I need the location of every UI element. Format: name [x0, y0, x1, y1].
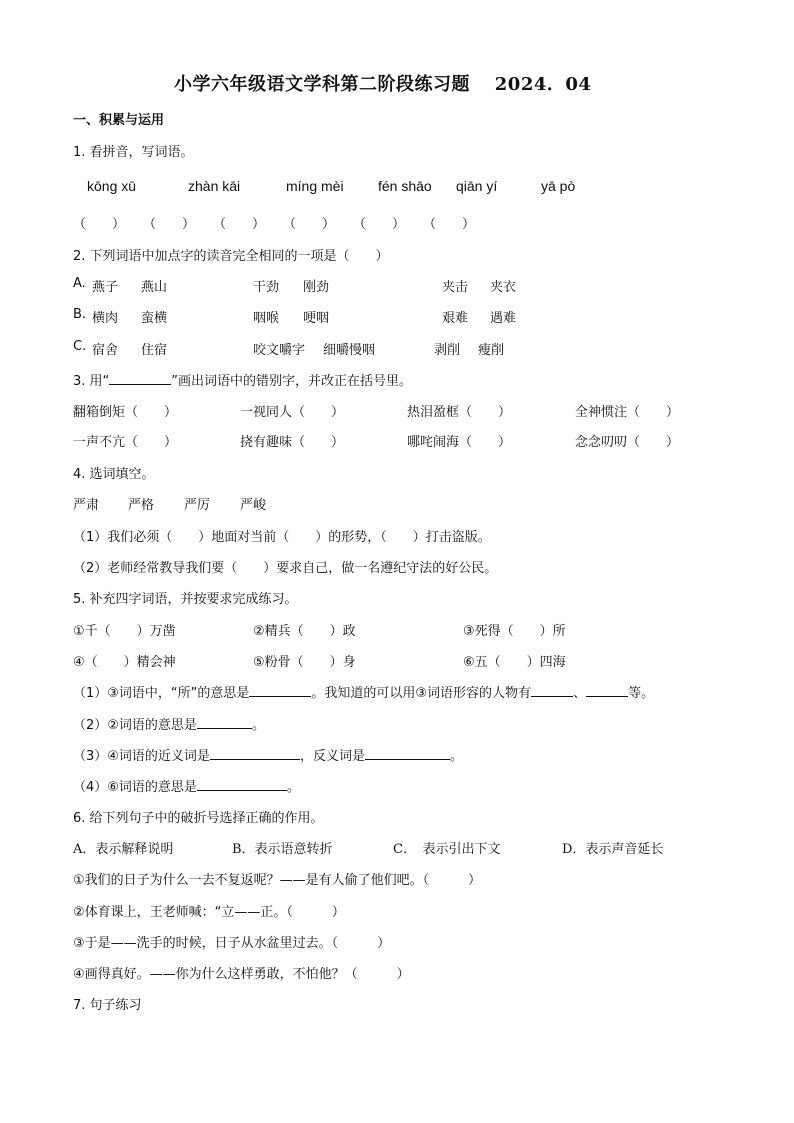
item: 全神惯注（ ）: [575, 405, 680, 420]
answer-bracket-1: （ ）: [73, 217, 126, 232]
word: 干劲: [253, 280, 280, 295]
choice-word: 严峻: [240, 498, 267, 513]
item: 翻箱倒矩（ ）: [73, 405, 178, 420]
word: 哽咽: [303, 311, 330, 326]
text: 。: [449, 749, 463, 764]
q4-sentence-1: （1）我们必须（ ）地面对当前（ ）的形势，（ ）打击盗版。: [73, 530, 491, 545]
text: （3）④词语的近义词是: [73, 749, 210, 764]
option-label-c: C.: [73, 339, 87, 354]
choice-word: 严肃: [73, 498, 100, 513]
pinyin-3: míng mèi: [286, 178, 344, 194]
text: 。: [251, 718, 265, 733]
item: 哪咤闹海（ ）: [407, 435, 512, 450]
q2-stem: 2. 下列词语中加点字的读音完全相同的一项是（ ）: [73, 249, 389, 264]
q5-sub-3: [73, 745, 463, 764]
page-title: [174, 70, 591, 96]
underline-blank: [109, 372, 171, 385]
answer-bracket-2: （ ）: [143, 217, 196, 232]
text: （2）②词语的意思是: [73, 718, 197, 733]
underline-blank: [531, 684, 573, 697]
option-label-a: A.: [73, 276, 86, 291]
word: 刚劲: [303, 280, 330, 295]
text: 。我知道的可以用③词语形容的人物有: [311, 686, 532, 701]
word: 燕子: [92, 280, 119, 295]
idiom-item: ⑤粉骨（ ）身: [253, 655, 356, 670]
q6-option-a: A．表示解释说明: [73, 842, 174, 857]
word: 瘦削: [478, 343, 505, 358]
pinyin-2: zhàn kāi: [188, 178, 241, 194]
underline-blank: [197, 716, 252, 729]
underline-blank: [249, 684, 311, 697]
q5-stem: 5. 补充四字词语，并按要求完成练习。: [73, 592, 298, 607]
q6-stem: 6. 给下列句子中的破折号选择正确的作用。: [73, 811, 324, 826]
choice-word: 严厉: [184, 498, 211, 513]
word: 住宿: [141, 343, 168, 358]
underline-blank: [210, 747, 300, 760]
item: 念念叨叨（ ）: [575, 435, 680, 450]
section-heading: 一、积累与运用: [73, 113, 165, 128]
text: （4）⑥词语的意思是: [73, 780, 197, 795]
item: 一视同人（ ）: [240, 405, 345, 420]
q3-stem-pre: 3. 用“: [73, 374, 110, 389]
q6-option-c: C． 表示引出下文: [393, 842, 501, 857]
q5-sub-4: [73, 776, 300, 795]
text: 等。: [628, 686, 655, 701]
answer-bracket-6: （ ）: [423, 217, 476, 232]
idiom-item: ⑥五（ ）四海: [463, 655, 566, 670]
word: 蛮横: [141, 311, 168, 326]
pinyin-5: qiān yí: [456, 178, 498, 194]
idiom-item: ②精兵（ ）政: [253, 624, 356, 639]
pinyin-4: fén shāo: [378, 178, 432, 194]
word: 咬文嚼字: [253, 343, 306, 358]
q5-sub-2: [73, 714, 265, 733]
q6-option-b: B．表示语意转折: [232, 842, 333, 857]
answer-bracket-5: （ ）: [353, 217, 406, 232]
answer-bracket-4: （ ）: [283, 217, 336, 232]
idiom-item: ①千（ ）万凿: [73, 624, 176, 639]
q3-stem: [73, 370, 412, 389]
q3-stem-post: ”画出词语中的错别字，并改正在括号里。: [171, 374, 413, 389]
underline-blank: [586, 684, 628, 697]
q4-stem: 4. 选词填空。: [73, 467, 155, 482]
q6-option-d: D．表示声音延长: [562, 842, 664, 857]
idiom-item: ③死得（ ）所: [463, 624, 566, 639]
q6-sentence-1: ①我们的日子为什么一去不复返呢？——是有人偷了他们吧。（ ）: [73, 873, 482, 888]
word: 夹衣: [490, 280, 517, 295]
q7-stem: 7. 句子练习: [73, 998, 142, 1013]
title-date: 2024．04: [494, 74, 592, 95]
word: 宿舍: [92, 343, 119, 358]
pinyin-6: yā pò: [541, 178, 576, 194]
text: ，反义词是: [299, 749, 365, 764]
word: 剥削: [434, 343, 461, 358]
word: 咽喉: [253, 311, 280, 326]
word: 燕山: [141, 280, 168, 295]
q6-sentence-3: ③于是——洗手的时候，日子从水盆里过去。（ ）: [73, 936, 391, 951]
option-label-b: B.: [73, 307, 87, 322]
item: 热泪盈框（ ）: [407, 405, 512, 420]
word: 遇难: [490, 311, 517, 326]
q5-sub-1: [73, 682, 654, 701]
q1-stem: 1. 看拼音，写词语。: [73, 145, 194, 160]
word: 细嚼慢咽: [323, 343, 376, 358]
text: 。: [286, 780, 300, 795]
q6-sentence-2: ②体育课上，王老师喊：“立——正。（ ）: [73, 905, 345, 920]
word: 横肉: [92, 311, 119, 326]
word: 夹击: [442, 280, 469, 295]
item: 一声不亢（ ）: [73, 435, 178, 450]
text: （1）③词语中，“所”的意思是: [73, 686, 250, 701]
text: 、: [573, 686, 587, 701]
idiom-item: ④（ ）精会神: [73, 655, 176, 670]
item: 挠有趣味（ ）: [240, 435, 345, 450]
underline-blank: [365, 747, 450, 760]
q6-sentence-4: ④画得真好。——你为什么这样勇敢，不怕他？（ ）: [73, 967, 410, 982]
q4-sentence-2: （2）老师经常教导我们要（ ）要求自己，做一名遵纪守法的好公民。: [73, 561, 498, 576]
word: 艰难: [442, 311, 469, 326]
pinyin-1: kōng xū: [87, 178, 137, 194]
choice-word: 严格: [128, 498, 155, 513]
answer-bracket-3: （ ）: [213, 217, 266, 232]
title-text: 小学六年级语文学科第二阶段练习题: [174, 74, 470, 95]
underline-blank: [197, 778, 287, 791]
